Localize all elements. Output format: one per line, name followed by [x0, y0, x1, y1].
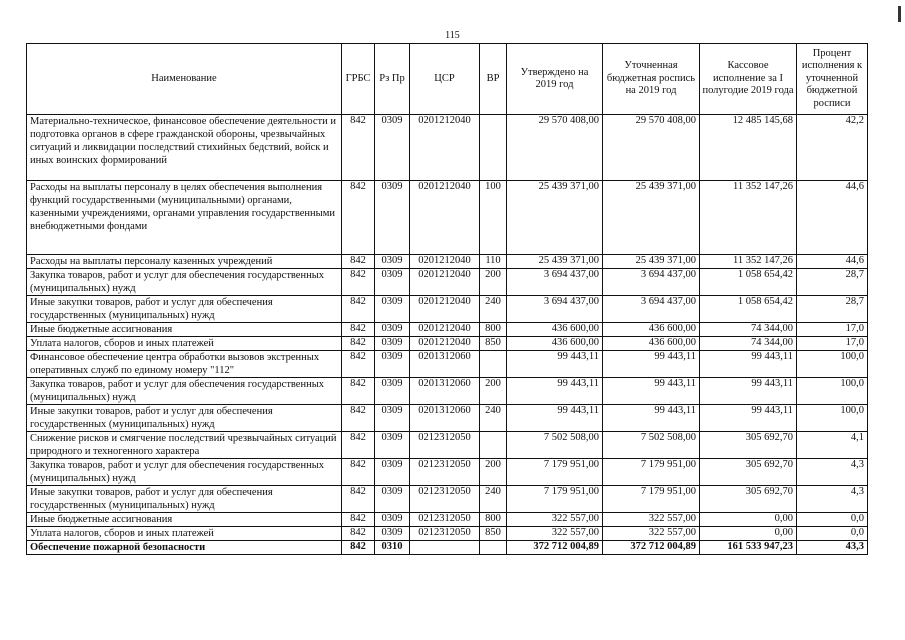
- budget-execution-table: [26, 43, 868, 555]
- row-approved: 436 600,00: [507, 337, 603, 351]
- scan-edge-mark: [898, 6, 901, 22]
- row-grbs: 842: [342, 459, 375, 486]
- row-rz-pr: 0309: [375, 296, 410, 323]
- row-csr: 0201212040: [410, 296, 480, 323]
- row-cash: 11 352 147,26: [700, 181, 797, 255]
- row-vr: 200: [480, 269, 507, 296]
- row-cash: 11 352 147,26: [700, 255, 797, 269]
- table-row: [27, 351, 868, 378]
- header-refined: Уточненная бюджетная роспись на 2019 год: [603, 44, 700, 115]
- row-name: Расходы на выплаты персоналу казенных учреждений: [27, 255, 342, 269]
- row-rz-pr: 0309: [375, 323, 410, 337]
- row-name: Финансовое обеспечение центра обработки вызовов экстренных оперативных служб по единому номеру "112": [27, 351, 342, 378]
- table-row: [27, 527, 868, 541]
- row-percent: 4,3: [797, 459, 868, 486]
- row-grbs: 842: [342, 181, 375, 255]
- row-rz-pr: 0309: [375, 181, 410, 255]
- table-row: [27, 255, 868, 269]
- row-cash: 74 344,00: [700, 323, 797, 337]
- row-approved: 7 502 508,00: [507, 432, 603, 459]
- row-rz-pr: 0309: [375, 527, 410, 541]
- row-refined: 99 443,11: [603, 351, 700, 378]
- row-vr: 110: [480, 255, 507, 269]
- row-vr: [480, 115, 507, 181]
- row-rz-pr: 0309: [375, 255, 410, 269]
- row-approved: 29 570 408,00: [507, 115, 603, 181]
- row-vr: 240: [480, 405, 507, 432]
- row-rz-pr: 0310: [375, 541, 410, 555]
- row-grbs: 842: [342, 513, 375, 527]
- row-name: Уплата налогов, сборов и иных платежей: [27, 527, 342, 541]
- row-percent: 0,0: [797, 527, 868, 541]
- row-cash: 74 344,00: [700, 337, 797, 351]
- row-csr: 0201212040: [410, 323, 480, 337]
- table-row: [27, 513, 868, 527]
- row-refined: 25 439 371,00: [603, 255, 700, 269]
- row-grbs: 842: [342, 486, 375, 513]
- row-percent: 100,0: [797, 378, 868, 405]
- row-refined: 7 502 508,00: [603, 432, 700, 459]
- row-refined: 322 557,00: [603, 513, 700, 527]
- header-name: Наименование: [27, 44, 342, 115]
- row-percent: 28,7: [797, 296, 868, 323]
- row-csr: 0212312050: [410, 486, 480, 513]
- row-approved: 3 694 437,00: [507, 269, 603, 296]
- table-row: [27, 459, 868, 486]
- row-cash: 161 533 947,23: [700, 541, 797, 555]
- row-rz-pr: 0309: [375, 459, 410, 486]
- row-approved: 99 443,11: [507, 405, 603, 432]
- row-grbs: 842: [342, 115, 375, 181]
- row-cash: 1 058 654,42: [700, 269, 797, 296]
- row-grbs: 842: [342, 337, 375, 351]
- row-approved: 3 694 437,00: [507, 296, 603, 323]
- row-name: Закупка товаров, работ и услуг для обеспечения государственных (муниципальных) нужд: [27, 269, 342, 296]
- row-refined: 99 443,11: [603, 405, 700, 432]
- row-vr: 800: [480, 513, 507, 527]
- header-csr: ЦСР: [410, 44, 480, 115]
- row-csr: 0201312060: [410, 351, 480, 378]
- row-grbs: 842: [342, 432, 375, 459]
- table-row: [27, 296, 868, 323]
- row-vr: 240: [480, 486, 507, 513]
- row-vr: 200: [480, 378, 507, 405]
- row-percent: 17,0: [797, 323, 868, 337]
- row-rz-pr: 0309: [375, 486, 410, 513]
- row-cash: 305 692,70: [700, 432, 797, 459]
- row-refined: 29 570 408,00: [603, 115, 700, 181]
- row-cash: 305 692,70: [700, 459, 797, 486]
- row-approved: 322 557,00: [507, 513, 603, 527]
- row-cash: 99 443,11: [700, 351, 797, 378]
- table-row: [27, 541, 868, 555]
- row-name: Иные бюджетные ассигнования: [27, 323, 342, 337]
- row-vr: 800: [480, 323, 507, 337]
- row-approved: 436 600,00: [507, 323, 603, 337]
- row-cash: 99 443,11: [700, 405, 797, 432]
- row-approved: 99 443,11: [507, 378, 603, 405]
- table-row: [27, 181, 868, 255]
- row-csr: 0201212040: [410, 269, 480, 296]
- row-refined: 3 694 437,00: [603, 296, 700, 323]
- row-percent: 42,2: [797, 115, 868, 181]
- row-approved: 25 439 371,00: [507, 181, 603, 255]
- row-vr: [480, 541, 507, 555]
- row-approved: 25 439 371,00: [507, 255, 603, 269]
- row-vr: [480, 351, 507, 378]
- header-rz-pr: Рз Пр: [375, 44, 410, 115]
- row-approved: 372 712 004,89: [507, 541, 603, 555]
- row-name: Обеспечение пожарной безопасности: [27, 541, 342, 555]
- table-row: [27, 378, 868, 405]
- row-grbs: 842: [342, 351, 375, 378]
- header-cash: Кассовое исполнение за I полугодие 2019 года: [700, 44, 797, 115]
- row-refined: 436 600,00: [603, 323, 700, 337]
- row-refined: 99 443,11: [603, 378, 700, 405]
- table-row: [27, 405, 868, 432]
- table-row: [27, 269, 868, 296]
- table-row: [27, 115, 868, 181]
- row-csr: [410, 541, 480, 555]
- row-name: Закупка товаров, работ и услуг для обеспечения государственных (муниципальных) нужд: [27, 378, 342, 405]
- row-vr: [480, 432, 507, 459]
- row-csr: 0201212040: [410, 255, 480, 269]
- row-grbs: 842: [342, 296, 375, 323]
- table-body: [27, 115, 868, 555]
- row-percent: 0,0: [797, 513, 868, 527]
- row-rz-pr: 0309: [375, 405, 410, 432]
- row-name: Снижение рисков и смягчение последствий чрезвычайных ситуаций природного и техногенного характера: [27, 432, 342, 459]
- header-row: [27, 44, 868, 115]
- row-refined: 7 179 951,00: [603, 459, 700, 486]
- row-percent: 100,0: [797, 351, 868, 378]
- row-rz-pr: 0309: [375, 378, 410, 405]
- row-rz-pr: 0309: [375, 337, 410, 351]
- row-name: Уплата налогов, сборов и иных платежей: [27, 337, 342, 351]
- row-percent: 4,1: [797, 432, 868, 459]
- row-rz-pr: 0309: [375, 115, 410, 181]
- row-csr: 0212312050: [410, 432, 480, 459]
- row-csr: 0212312050: [410, 513, 480, 527]
- row-csr: 0201312060: [410, 405, 480, 432]
- row-refined: 436 600,00: [603, 337, 700, 351]
- table-row: [27, 486, 868, 513]
- row-refined: 3 694 437,00: [603, 269, 700, 296]
- row-rz-pr: 0309: [375, 351, 410, 378]
- header-vr: ВР: [480, 44, 507, 115]
- row-percent: 17,0: [797, 337, 868, 351]
- row-grbs: 842: [342, 405, 375, 432]
- table-row: [27, 337, 868, 351]
- row-refined: 372 712 004,89: [603, 541, 700, 555]
- row-vr: 200: [480, 459, 507, 486]
- row-name: Иные закупки товаров, работ и услуг для обеспечения государственных (муниципальных) нужд: [27, 405, 342, 432]
- row-grbs: 842: [342, 255, 375, 269]
- row-rz-pr: 0309: [375, 513, 410, 527]
- row-csr: 0201212040: [410, 181, 480, 255]
- row-rz-pr: 0309: [375, 432, 410, 459]
- table-row: [27, 323, 868, 337]
- row-name: Иные закупки товаров, работ и услуг для обеспечения государственных (муниципальных) нужд: [27, 486, 342, 513]
- row-csr: 0201212040: [410, 337, 480, 351]
- row-grbs: 842: [342, 541, 375, 555]
- row-cash: 12 485 145,68: [700, 115, 797, 181]
- row-vr: 240: [480, 296, 507, 323]
- row-name: Закупка товаров, работ и услуг для обеспечения государственных (муниципальных) нужд: [27, 459, 342, 486]
- row-grbs: 842: [342, 378, 375, 405]
- row-csr: 0212312050: [410, 527, 480, 541]
- row-vr: 100: [480, 181, 507, 255]
- table-row: [27, 432, 868, 459]
- row-cash: 0,00: [700, 513, 797, 527]
- row-percent: 44,6: [797, 255, 868, 269]
- row-cash: 305 692,70: [700, 486, 797, 513]
- row-approved: 99 443,11: [507, 351, 603, 378]
- row-name: Иные закупки товаров, работ и услуг для обеспечения государственных (муниципальных) нужд: [27, 296, 342, 323]
- row-percent: 44,6: [797, 181, 868, 255]
- row-refined: 25 439 371,00: [603, 181, 700, 255]
- row-grbs: 842: [342, 269, 375, 296]
- row-refined: 7 179 951,00: [603, 486, 700, 513]
- row-name: Расходы на выплаты персоналу в целях обеспечения выполнения функций государственными (муниципальными) органами, казенными учреждениями, органами управления государственными внебюджетными фондами: [27, 181, 342, 255]
- row-csr: 0201212040: [410, 115, 480, 181]
- row-percent: 100,0: [797, 405, 868, 432]
- row-cash: 99 443,11: [700, 378, 797, 405]
- row-cash: 0,00: [700, 527, 797, 541]
- row-rz-pr: 0309: [375, 269, 410, 296]
- header-percent: Процент исполнения к уточненной бюджетной росписи: [797, 44, 868, 115]
- row-percent: 28,7: [797, 269, 868, 296]
- row-approved: 7 179 951,00: [507, 486, 603, 513]
- header-grbs: ГРБС: [342, 44, 375, 115]
- row-grbs: 842: [342, 323, 375, 337]
- row-vr: 850: [480, 337, 507, 351]
- row-percent: 43,3: [797, 541, 868, 555]
- row-name: Иные бюджетные ассигнования: [27, 513, 342, 527]
- row-vr: 850: [480, 527, 507, 541]
- row-grbs: 842: [342, 527, 375, 541]
- row-refined: 322 557,00: [603, 527, 700, 541]
- row-name: Материально-техническое, финансовое обеспечение деятельности и подготовка органов в сфере гражданской обороны, чрезвычайных ситуаций и ликвидации последствий стихийных бедствий, войск и иных воинских формирований: [27, 115, 342, 181]
- row-cash: 1 058 654,42: [700, 296, 797, 323]
- row-percent: 4,3: [797, 486, 868, 513]
- header-approved: Утверждено на 2019 год: [507, 44, 603, 115]
- page-number: 115: [445, 30, 460, 41]
- row-approved: 7 179 951,00: [507, 459, 603, 486]
- row-approved: 322 557,00: [507, 527, 603, 541]
- row-csr: 0201312060: [410, 378, 480, 405]
- row-csr: 0212312050: [410, 459, 480, 486]
